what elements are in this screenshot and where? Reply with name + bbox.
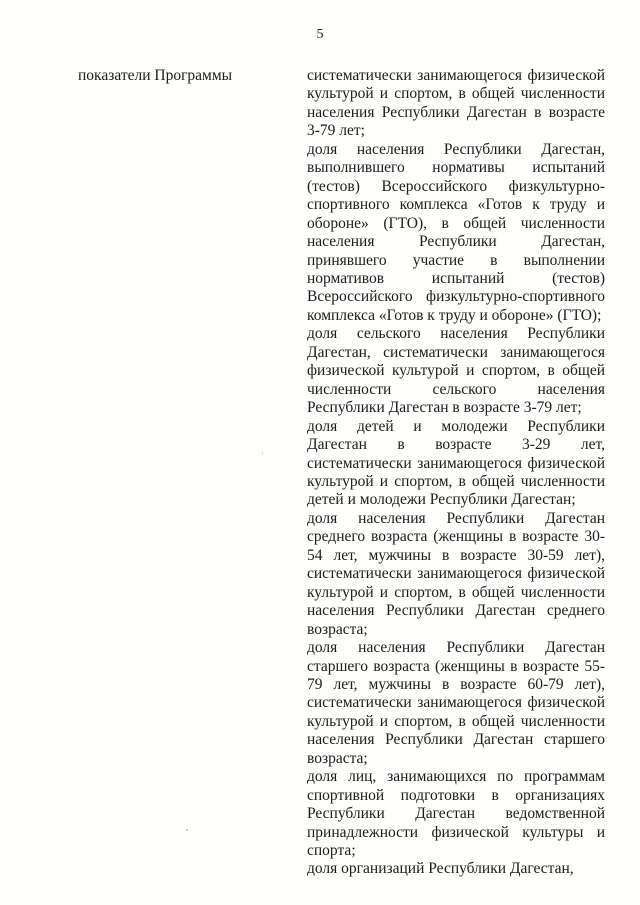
indicator-paragraph: доля детей и молодежи Республики Дагестан в возрасте 3-29 лет, систематически занимающегося физической культурой и спортом, в общей численности детей и молодежи Республики Дагестан; — [307, 417, 605, 509]
indicator-paragraph: систематически занимающегося физической культурой и спортом, в общей численности населения Республики Дагестан в возрасте 3-79 лет; — [307, 67, 605, 140]
indicator-paragraph: доля населения Республики Дагестан среднего возраста (женщины в возрасте 30-54 лет, мужчины в возрасте 30-59 лет), систематически занимающегося физической культурой и спортом, в общей численности населения Республики Дагестан среднего возраста; — [307, 509, 605, 638]
indicator-paragraph: доля лиц, занимающихся по программам спортивной подготовки в организациях Республики Дагестан ведомственной принадлежности физической культуры и спорта; — [307, 768, 605, 860]
scan-speck — [262, 452, 263, 454]
indicator-paragraph: доля населения Республики Дагестан, выполнившего нормативы испытаний (тестов) Всероссийского физкультурно-спортивного комплекса «Готов к труду и обороне» (ГТО), в общей численности населения Республики Дагестан, принявшего участие в выполнении нормативов испытаний (тестов) Всероссийского физкультурно-спортивного комплекса «Готов к труду и обороне» (ГТО); — [307, 140, 605, 324]
indicators-column — [307, 67, 605, 879]
section-label: показатели Программы — [78, 67, 233, 84]
indicator-paragraph: доля населения Республики Дагестан старшего возраста (женщины в возрасте 55-79 лет, мужчины в возрасте 60-79 лет), систематически занимающегося физической культурой и спортом, в общей численности населения Республики Дагестан старшего возраста; — [307, 639, 605, 767]
indicator-paragraph: доля сельского населения Республики Дагестан, систематически занимающегося физической культурой и спортом, в общей численности сельского населения Республики Дагестан в возрасте 3-79 лет; — [307, 325, 605, 417]
page-number: 5 — [316, 27, 324, 42]
indicator-paragraph: доля организаций Республики Дагестан, — [307, 860, 574, 878]
scan-speck — [186, 829, 188, 831]
